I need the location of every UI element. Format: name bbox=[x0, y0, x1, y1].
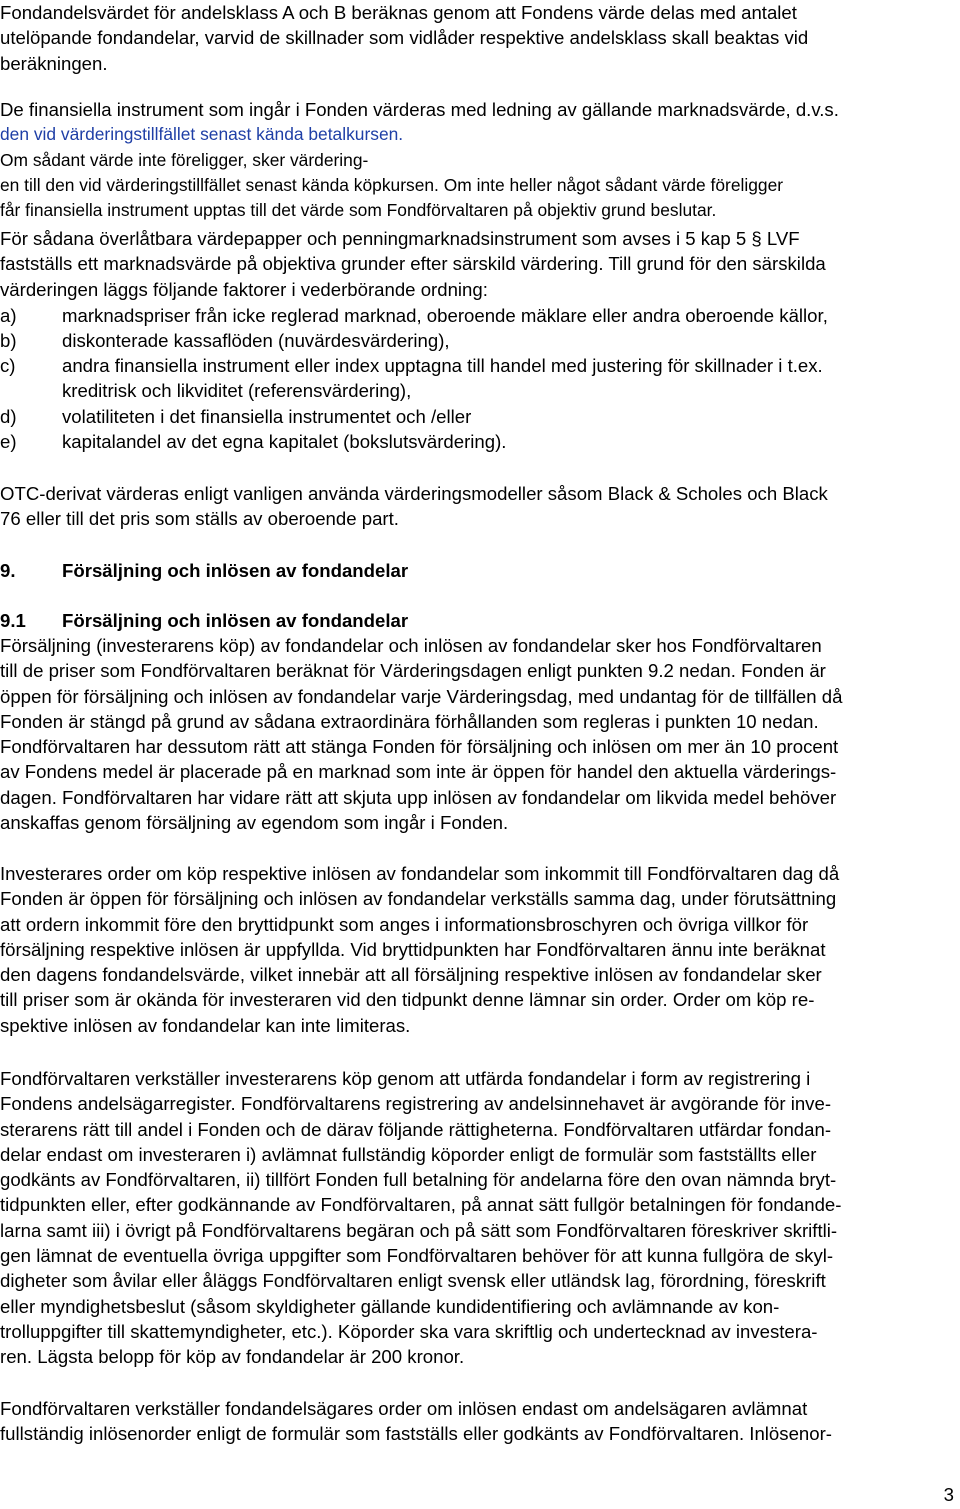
text-line: dagen. Fondförvaltaren har vidare rätt att skjuta upp inlösen av fondandelar om likvida medel behöver bbox=[0, 786, 837, 808]
text-line: till de priser som Fondförvaltaren beräknat för Värderingsdagen enligt punkten 9.2 nedan. Fonden är bbox=[0, 660, 826, 682]
text-line: godkänts av Fondförvaltaren, ii) tillfört Fonden full betalning för andelarna före den ovan nämnda bryt- bbox=[0, 1169, 837, 1191]
text-line: försäljning respektive inlösen är uppfyllda. Vid bryttidpunkten har Fondförvaltaren ännu inte beräknat bbox=[0, 938, 826, 960]
list-text: diskonterade kassaflöden (nuvärdesvärdering), bbox=[62, 330, 450, 351]
text-line: Försäljning (investerarens köp) av fondandelar och inlösen av fondandelar sker hos Fondförvaltaren bbox=[0, 635, 822, 656]
list-marker: a) bbox=[0, 305, 17, 326]
list-text: volatiliteten i det finansiella instrumentet och /eller bbox=[62, 406, 472, 427]
text-line: beräkningen. bbox=[0, 52, 108, 74]
text-line: tidpunkten eller, efter godkännande av Fondförvaltaren, på annat sätt fullgör betalningen för fondande- bbox=[0, 1194, 842, 1216]
text-line: Fondförvaltaren verkställer fondandelsägares order om inlösen endast om andelsägaren avlämnat bbox=[0, 1398, 808, 1419]
section-number: 9.1 bbox=[0, 610, 26, 631]
text-line: värderingen läggs följande faktorer i vederbörande ordning: bbox=[0, 278, 488, 300]
section-title: Försäljning och inlösen av fondandelar bbox=[62, 560, 409, 581]
text-line: delar endast om investeraren i) avlämnat fullständig köporder enligt de formulär som fastställts eller bbox=[0, 1143, 817, 1165]
list-marker: e) bbox=[0, 431, 17, 452]
text-line: Investerares order om köp respektive inlösen av fondandelar som inkommit till Fondförvaltaren dag då bbox=[0, 863, 840, 884]
list-text: marknadspriser från icke reglerad marknad, oberoende mäklare eller andra oberoende källor, bbox=[62, 305, 828, 326]
text-line: fastställs ett marknadsvärde på objektiva grunder efter särskild värdering. Till grund för den särskilda bbox=[0, 253, 826, 275]
text-line: OTC-derivat värderas enligt vanligen använda värderingsmodeller såsom Black & Scholes och Black bbox=[0, 483, 828, 504]
text-line bbox=[0, 148, 958, 173]
paragraph-overlatbara bbox=[0, 226, 958, 302]
text-line: 76 eller till det pris som ställs av oberoende part. bbox=[0, 508, 399, 530]
list-text: andra finansiella instrument eller index upptagna till handel med justering för skillnader i t.ex. bbox=[62, 355, 823, 376]
text-line: att ordern inkommit före den bryttidpunkt som anges i informationsbroschyren och övriga villkor för bbox=[0, 913, 809, 935]
text-line: öppen för försäljning och inlösen av fondandelar varje Värderingsdag, med undantag för de tillfällen då bbox=[0, 685, 843, 707]
text-line: Fonden är stängd på grund av sådana extraordinära förhållanden som regleras i punkten 10 nedan. bbox=[0, 710, 819, 732]
paragraph-inlosen bbox=[0, 1396, 958, 1447]
paragraph-fondandelsvarde bbox=[0, 0, 958, 76]
text-line: ren. Lägsta belopp för köp av fondandelar är 200 kronor. bbox=[0, 1346, 465, 1368]
text-line: Fondens andelsägarregister. Fondförvaltarens registrering av andelsinnehavet är avgörande för inve- bbox=[0, 1093, 832, 1115]
paragraph-vardering bbox=[0, 97, 958, 223]
text-line: får finansiella instrument upptas till det värde som Fondförvaltaren på objektiv grund beslutar. bbox=[0, 200, 717, 221]
text-line: Fondförvaltaren verkställer investerarens köp genom att utfärda fondandelar i form av registrering i bbox=[0, 1068, 811, 1089]
text-line: av Fondens medel är placerade på en marknad som inte är öppen för handel den aktuella värderings- bbox=[0, 761, 837, 783]
text-line: eller myndighetsbeslut (såsom skyldigheter gällande kundidentifiering och avlämnande av kon- bbox=[0, 1295, 780, 1317]
section-number: 9. bbox=[0, 560, 16, 581]
paragraph-investerares-order bbox=[0, 861, 958, 1038]
text-line: sterarens rätt till andel i Fonden och de därav följande rättigheterna. Fondförvaltaren utfärdar fondan- bbox=[0, 1118, 832, 1140]
text-line-tail: Om sådant värde inte föreligger, sker värdering- bbox=[0, 149, 369, 170]
text-line: utelöpande fondandelar, varvid de skillnader som vidlåder respektive andelsklass skall beaktas vid bbox=[0, 27, 809, 49]
text-line: Fondandelsvärdet för andelsklass A och B beräknas genom att Fondens värde delas med antalet bbox=[0, 2, 797, 23]
text-line bbox=[0, 173, 958, 198]
list-marker: b) bbox=[0, 330, 17, 351]
list-text: kreditrisk och likviditet (referensvärdering), bbox=[62, 380, 412, 401]
section-title: Försäljning och inlösen av fondandelar bbox=[62, 610, 409, 631]
text-line: anskaffas genom försäljning av egendom som ingår i Fonden. bbox=[0, 812, 509, 834]
paragraph-otc-derivat bbox=[0, 481, 958, 532]
list-marker: c) bbox=[0, 355, 16, 376]
text-line: den dagens fondandelsvärde, vilket innebär att all försäljning respektive inlösen av fondandelar sker bbox=[0, 964, 822, 986]
list-marker: d) bbox=[0, 406, 17, 427]
list-text: kapitalandel av det egna kapitalet (bokslutsvärdering). bbox=[62, 431, 507, 452]
text-segment: en till den vid värderingstillfället senast kända köpkursen. bbox=[0, 174, 439, 195]
paragraph-forsaljning bbox=[0, 633, 958, 835]
text-line: Fondförvaltaren har dessutom rätt att stänga Fonden för försäljning och inlösen om mer än 10 procent bbox=[0, 736, 839, 758]
paragraph-kop-registrering bbox=[0, 1066, 958, 1370]
text-line: till priser som är okända för investeraren vid den tidpunkt denne lämnar sin order. Order om köp re- bbox=[0, 989, 815, 1011]
text-line: larna samt iii) i övrigt på Fondförvaltarens begäran och på sätt som Fondförvaltaren föreskriver skriftli- bbox=[0, 1219, 838, 1241]
text-line-highlighted: den vid värderingstillfället senast kända betalkursen. bbox=[0, 124, 404, 145]
text-line: För sådana överlåtbara värdepapper och penningmarknadsinstrument som avses i 5 kap 5 § LVF bbox=[0, 228, 800, 249]
page-number: 3 bbox=[943, 1484, 954, 1505]
text-segment: Om inte heller något sådant värde föreligger bbox=[443, 174, 784, 195]
text-line: trolluppgifter till skattemyndigheter, etc.). Köporder ska vara skriftlig och undertecknad av investera- bbox=[0, 1320, 818, 1342]
text-line: gen lämnat de eventuella övriga uppgifter som Fondförvaltaren behöver för att kunna fullgöra de skyl- bbox=[0, 1245, 834, 1267]
text-line: digheter som åvilar eller åläggs Fondförvaltaren enligt svensk eller utländsk lag, förordning, föreskrift bbox=[0, 1270, 826, 1292]
text-line: De finansiella instrument som ingår i Fonden värderas med ledning av gällande marknadsvärde, d.v.s. bbox=[0, 99, 839, 120]
text-line: spektive inlösen av fondandelar kan inte limiteras. bbox=[0, 1014, 411, 1036]
text-line: fullständig inlösenorder enligt de formulär som fastställs eller godkänts av Fondförvaltaren. Inlösenor- bbox=[0, 1423, 832, 1445]
text-line: Fonden är öppen för försäljning och inlösen av fondandelar verkställs samma dag, under förutsättning bbox=[0, 888, 837, 910]
